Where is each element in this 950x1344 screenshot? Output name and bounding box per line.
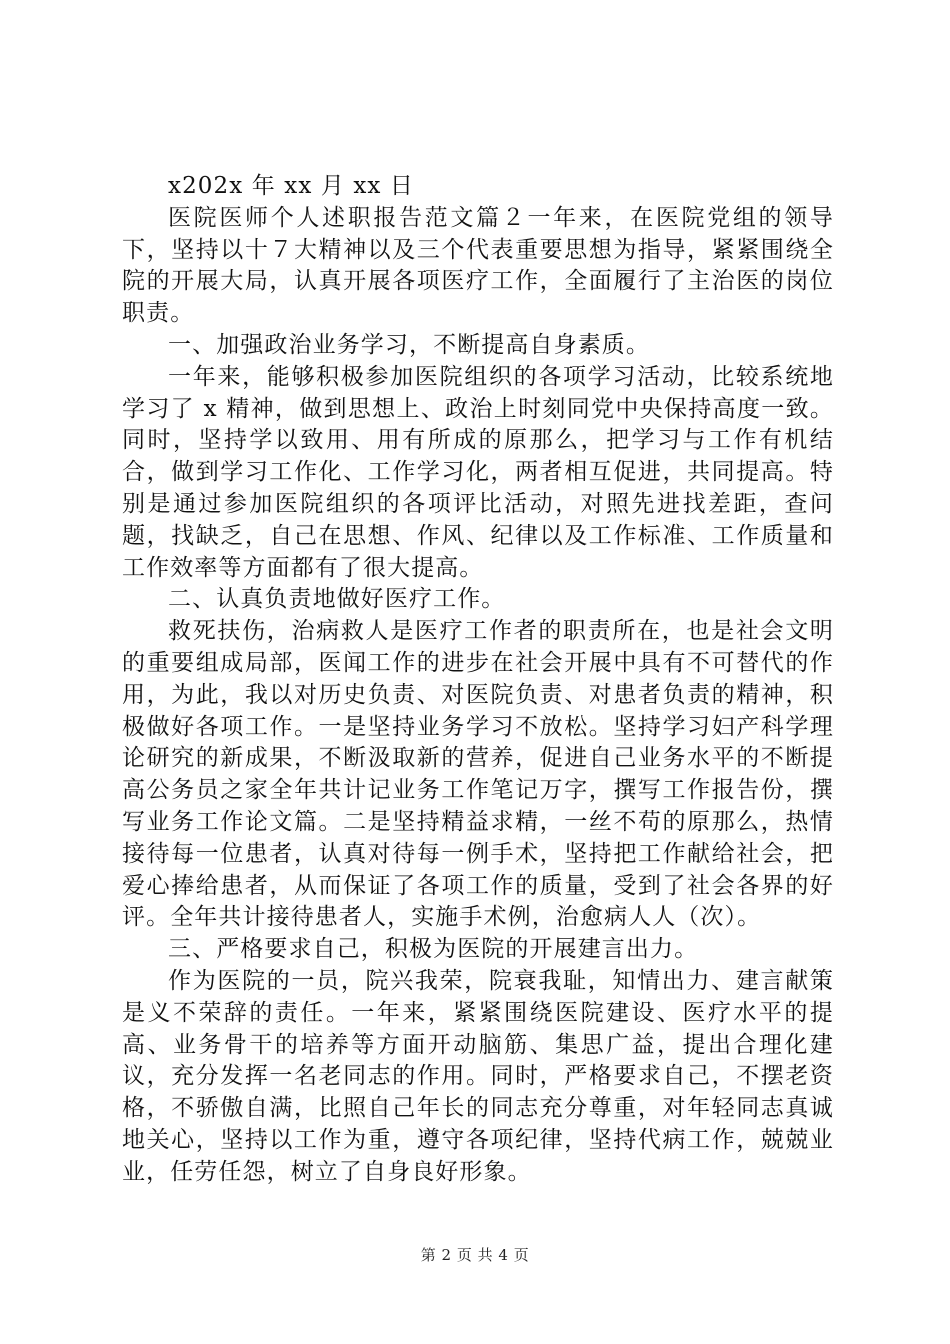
section-heading-3: 三、严格要求自己，积极为医院的开展建言出力。: [168, 936, 699, 963]
intro-paragraph: 医院医师个人述职报告范文篇２一年来，在医院党组的领导下，坚持以十７大精神以及三个代表重要思想为指导，紧紧围绕全院的开展大局，认真开展各项医疗工作，全面履行了主治医的岗位职责。: [122, 204, 834, 327]
date-line: x202x 年 xx 月 xx 日: [168, 173, 414, 199]
section-heading-2: 二、认真负责地做好医疗工作。: [168, 586, 506, 613]
section-body-3: 作为医院的一员，院兴我荣，院衰我耻，知情出力、建言献策是义不荣辞的责任。一年来，紧紧围绕医院建设、医疗水平的提高、业务骨干的培养等方面开动脑筋、集思广益，提出合理化建议，充分发挥一名老同志的作用。同时，严格要求自己，不摆老资格，不骄傲自满，比照自己年长的同志充分尊重，对年轻同志真诚地关心，坚持以工作为重，遵守各项纪律，坚持代病工作，兢兢业业，任劳任怨，树立了自身良好形象。: [122, 967, 834, 1185]
section-body-2: 救死扶伤，治病救人是医疗工作者的职责所在，也是社会文明的重要组成局部，医闻工作的进步在社会开展中具有不可替代的作用，为此，我以对历史负责、对医院负责、对患者负责的精神，积极做好各项工作。一是坚持业务学习不放松。坚持学习妇产科学理论研究的新成果，不断汲取新的营养，促进自己业务水平的不断提高公务员之家全年共计记业务工作笔记万字，撰写工作报告份，撰写业务工作论文篇。二是坚持精益求精，一丝不苟的原那么，热情接待每一位患者，认真对待每一例手术，坚持把工作献给社会，把爱心捧给患者，从而保证了各项工作的质量，受到了社会各界的好评。全年共计接待患者人，实施手术例，治愈病人人（次）。: [122, 618, 834, 931]
document-body: [122, 171, 834, 1189]
section-heading-1: 一、加强政治业务学习，不断提高自身素质。: [168, 331, 650, 358]
section-body-1: 一年来，能够积极参加医院组织的各项学习活动，比较系统地学习了 x 精神，做到思想上、政治上时刻同党中央保持高度一致。同时，坚持学以致用、用有所成的原那么，把学习与工作有机结合，做到学习工作化、工作学习化，两者相互促进，共同提高。特别是通过参加医院组织的各项评比活动，对照先进找差距，查问题，找缺乏，自己在思想、作风、纪律以及工作标准、工作质量和工作效率等方面都有了很大提高。: [122, 363, 834, 581]
page-footer: 第 2 页 共 4 页: [420, 1246, 530, 1264]
